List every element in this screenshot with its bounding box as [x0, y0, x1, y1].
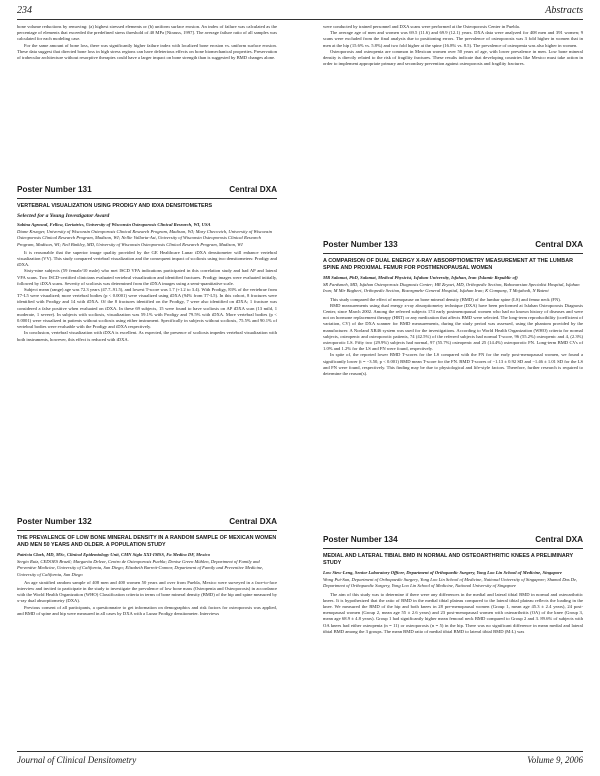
poster-134: [323, 535, 583, 635]
poster-header: [323, 535, 583, 547]
presenter: Low Siew-Leng, Senior Laboratory Officer, Department of Orthopaedic Surgery, Yong Loo Lin School of Medicine, Singapore: [323, 570, 562, 575]
poster-category: Central DXA: [535, 240, 583, 249]
poster-title: VERTEBRAL VISUALIZATION USING PRODIGY AND IDXA DENSITOMETERS: [17, 203, 213, 209]
poster-body: [323, 297, 583, 378]
presenter: Patricia Clark, MD, MSc, Clinical Epidemiology Unit, CMN Siglo XXI-IMSS, Fa Medica DF, Mexico: [17, 552, 210, 557]
poster-title: MEDIAL AND LATERAL TIBIAL BMD IN NORMAL AND OSTEOARTHRITIC KNEES A PRELIMINARY STUDY: [323, 553, 573, 566]
paragraph: Sixty-nine subjects (59 female/10 male) who met ISCD VFA indications participated in this correlation study and had AP and lateral VFA scans. Two ISCD-certified clinicians evaluated vertebral visualization and identified fractures. Prodigy images were evaluated initially, followed by iDXA scans. Severity of scoliosis was determined from the iDXA images using a semi-quantitative scale.: [17, 268, 277, 286]
poster-body: [323, 592, 583, 635]
poster-number: Poster Number 134: [323, 535, 398, 544]
poster-category: Central DXA: [229, 185, 277, 194]
page-number: 234: [17, 5, 32, 16]
poster-body: [17, 250, 277, 343]
paragraph: bone volume reductions by removing: (a) highest stressed elements or (b) uniform surface erosion. An index of failure was calculated as the percentage of elements that exceeded the predefined stress threshold of 40 MPa [Nirauss, 1997]. The average failure ratio of all samples was calculated for each modeling case.: [17, 24, 277, 42]
poster-rule: [323, 548, 583, 549]
poster-rule: [323, 253, 583, 254]
paragraph: In conclusion, vertebral visualization with iDXA is excellent. As expected, the presence of scoliosis impedes vertebral visualization with both instruments, however, this effect is reduced with iDXA.: [17, 330, 277, 342]
poster-header: [323, 240, 583, 252]
left-continued-text: [17, 24, 277, 61]
paragraph: It is reasonable that the superior image quality provided by the GE Healthcare Lunar iDXA densitometer will enhance vertebral visualization (VV). This study compared vertebral visualization and the consequent impact of scoliosis using two densitometers: Prodigy and iDXA.: [17, 249, 277, 268]
paragraph: The average age of men and women was 69.5 (11.6) and 69.9 (12.1) years. DXA data were analyzed for 408 men and 391 women; 9 scans were excluded from the final analysis due to positioning errors. The prevalence of osteoporosis was 3 fold higher in women that in men at the hip (15.6% vs. 5.8%) and two fold higher at the spine (16.8% vs. 8.5). The prevalence of osteopenia was also higher in women.: [323, 30, 583, 48]
poster-rule: [17, 198, 277, 199]
presenter: Sabina Agrawal, Fellow, Geriatrics, University of Wisconsin Osteoporosis Clinical Research, WI, USA: [17, 222, 211, 227]
poster-132: [17, 517, 277, 617]
paragraph: The aim of this study was to determine if there were any differences in the medial and lateral tibial BMD in normal and osteoarthritic knees. It is hypothesized that the ratio of BMD in the medial tibial plateau compared to the lateral tibial plateau reflects the loading in the knee. We measured the BMD of the hip and both knees in 28 pre-menopausal women (Group 1, mean age 45.3 ± 2.4 years), 24 post-menopausal women (Group 2, mean age 55 ± 2.6 years) and 23 post-menopausal women with osteoarthritis (OA) of the knee (Group 3, mean age 68.9 ± 4.8 years). Group 1 had significantly higher mean femoral neck BMD compared to Group 2 and 3. 89.6% of subjects with OA knees had either osteopenia (n = 11) or osteoporosis (n = 5) in the hip. There was no significant difference in mean medial and lateral tibial BMD among the 3 groups. The mean BMD ratio of medial tibial BMD to lateral tibial BMD (M:L) was: [323, 591, 583, 634]
paragraph: Subject mean (range) age was 72.3 years (47.7–91.5), and lowest T-score was 1.7 (+1.2 to 3.4). With Prodigy, 83% of the vertebrae from T7-L5 were visualized; more vertebral bodies (p < 0.0001) were visualized using iDXA (94% from T7-L5). In this cohort, 8 fractures were identified with Prodigy and 14 with iDXA. Of the 8 fractures identified on the Prodigy, 7 were also identified on iDXA; 1 fracture was considered a false positive when evaluated on iDXA. In these 69 subjects, 15 were found to have scoliosis on AP iDXA scan (13 mild, 1 moderate, 1 severe). In subjects with scoliosis, visualization was 59.1% with Prodigy and 79.5% with iDXA. More vertebral bodies (p < 0.0001) were visualized in patients without scoliosis using either instrument. Specifically in subjects without scoliosis, 75.5% and 90.1% of vertebral bodies were evaluable with the Prodigy and iDXA respectively.: [17, 287, 277, 330]
award-note: Selected for a Young Investigator Award: [17, 213, 110, 219]
paragraph: In spite of, the reported lower BMD T-scores for the LS compared with the FN for the early post-menopausal women, we found a significantly lower (t = −3.50, p < 0.001) BMD mean T-score for the FN. BMD T-scores of −1.13 ± 0.92 SD and −1.46 ± 1.01 SD for the LS and FN were found, respectively. This finding may be due to physiological and life-style factors. Therefore, further research is required to determine the reason(s).: [323, 352, 583, 377]
coauthors: Wong Pui-Sun, Department of Orthopaedic Surgery, Yong Loo Lin School of Medicine, National University of Singapore; Shamal Das De, Department of Orthopaedic Surgery, Yong Loo Lin School of Medicine, National University of Singapore: [323, 577, 578, 589]
poster-title: THE PREVALENCE OF LOW BONE MINERAL DENSITY IN A RANDOM SAMPLE OF MEXICAN WOMEN AND MEN 50 YEARS AND OLDER. A POPULATION STUDY: [17, 535, 277, 548]
paragraph: Osteoporosis and osteopenia are common in Mexican women over 50 years of age, with lower prevalence in men. Low bone mineral density is directly related to the risk of fragility fractures. These results indicate that developing countries like Mexico must take action in order to implement appropriate primary and secondary prevention against osteoporosis and fragility fractures.: [323, 48, 583, 67]
poster-number: Poster Number 132: [17, 517, 92, 526]
coauthors: SR Fardsmeh, MD, Isfahan Osteoporosis Diagnosis Center; HR Zeyaei, MD, Orthopedic Section, Bahonarsian Specialist Hospital, Isfahan Iran; M Mir Bagheri, Orthopedic Section, Bozorgmehr General Hospital, Isfahan Iran; K Company, T Mojahedi, N Bateni: [323, 282, 580, 294]
coauthors: Sergio Ruiz, CEDOES Brazil; Margarita Deleze, Centro de Osteoporosis Puebla; Denise Green Mühlen, Department of Family and Preventive Medicine, University of California, San Diego; Elizabeth Barrett-Connor, Department of Family and Preventive Medicine, University of California, San Diego: [17, 559, 264, 577]
poster-title: A COMPARISON OF DUAL ENERGY X-RAY ABSORPTIOMETRY MEASUREMENT AT THE LUMBAR SPINE AND PROXIMAL FEMUR FOR POSTMENOPAUSAL WOMEN: [323, 258, 573, 271]
footer-rule: [17, 751, 583, 752]
poster-header: [17, 517, 277, 529]
coauthors: Diane Krueger, University of Wisconsin Osteoporosis Clinical Research Program, Madison, WI; Mary Checovich, University of Wisconsin Osteoporosis Clinical Research Program, Madison, WI; Nellie Vallarta-Ast, University of Wisconsin Osteoporosis Clinical Research Program, Madison, WI; Neil Binkley, MD, University of Wisconsin Osteoporosis Clinical Research Program, Madison, WI: [17, 229, 273, 247]
paragraph: This study compared the effect of menopause on bone mineral density (BMD) of the lumbar spine (LS) and femur neck (FN).: [330, 296, 561, 302]
poster-category: Central DXA: [229, 517, 277, 526]
right-continued-text: [323, 24, 583, 67]
volume-info: Volume 9, 2006: [527, 755, 583, 765]
paragraph: For the same amount of bone loss, there was significantly higher failure index with localized bone erosion vs. uniform surface erosion. These data suggest that directed bone loss in high stress regions can have deleterious effects on bone biomechanical properties. Preservation of trabecular architecture without resorptive therapies could have a larger impact on bone strength than is suggested by BMD changes alone.: [17, 42, 277, 61]
poster-number: Poster Number 131: [17, 185, 92, 194]
poster-133: [323, 240, 583, 377]
section-name: Abstracts: [545, 5, 583, 16]
poster-category: Central DXA: [535, 535, 583, 544]
paragraph: An age stratified random sample of 408 men and 400 women 50 years and over from Puebla, Mexico were surveyed in a face-to-face interview and invited to participate in the study to investigate the prevalence of low bone mass (Osteopenia and Osteoporosis) in accordance with the World Health Organization (WHO) Classification criteria in terms of bone mineral density (BMD) of the hip and spine measured by x-ray dual absorptiometry (DXA).: [17, 579, 277, 604]
paragraph: were conducted by trained personnel and DXA scans were performed at the Osteoporosis Center in Puebla.: [323, 24, 520, 29]
paragraph: Previous consent of all participants, a questionnaire to get information on demographics and risk factors for osteoporosis was applied, and BMD of spine and hip were measured in all cases by DXA with a Lunar Prodigy densitometer. Interviews: [17, 604, 277, 616]
paragraph: BMD measurements using dual energy x-ray absorptiometry technique (DXA) have been performed at Isfahan Osteoporosis Diagnosis Center, since March 2002. Among the referred subjects 174 early postmenopausal women who had no known history of diseases and were not on hormone replacement therapy (HRT) or any medication that affects BMD were selected. The long-term reproducibility (coefficient of variation, CV) of the DXA scanner for BMD measurements, during the study period was assessed, using the phantom provided by the manufacturer. A Norland XR46 system was used for the investigations. According to World Health Organization (WHO) criteria for normal subjects, osteopenic and osteoporotic patients, 74 (42.5%) of the referred subjects had normal T-score, 96 (55.2%) osteopenic and 4, (2.3%) osteoporotic LS. Fifty two (29.9%) subjects had normal, 97 (55.7%) osteopenic and 25 (14.4%) osteoporotic FN. Long-term BMD CVs of 1.0% and 1.2% for the LS and FN were found, respectively.: [323, 302, 583, 352]
poster-body: [17, 580, 277, 617]
header-rule: [17, 19, 583, 20]
presenter: MR Salamat, PhD, Salamat, Medical Physicist, Isfahan University, Isfahan, Iran (Islamic Republic of): [323, 275, 518, 280]
poster-header: [17, 185, 277, 197]
poster-131: [17, 185, 277, 343]
poster-number: Poster Number 133: [323, 240, 398, 249]
journal-name: Journal of Clinical Densitometry: [17, 755, 137, 765]
poster-rule: [17, 530, 277, 531]
